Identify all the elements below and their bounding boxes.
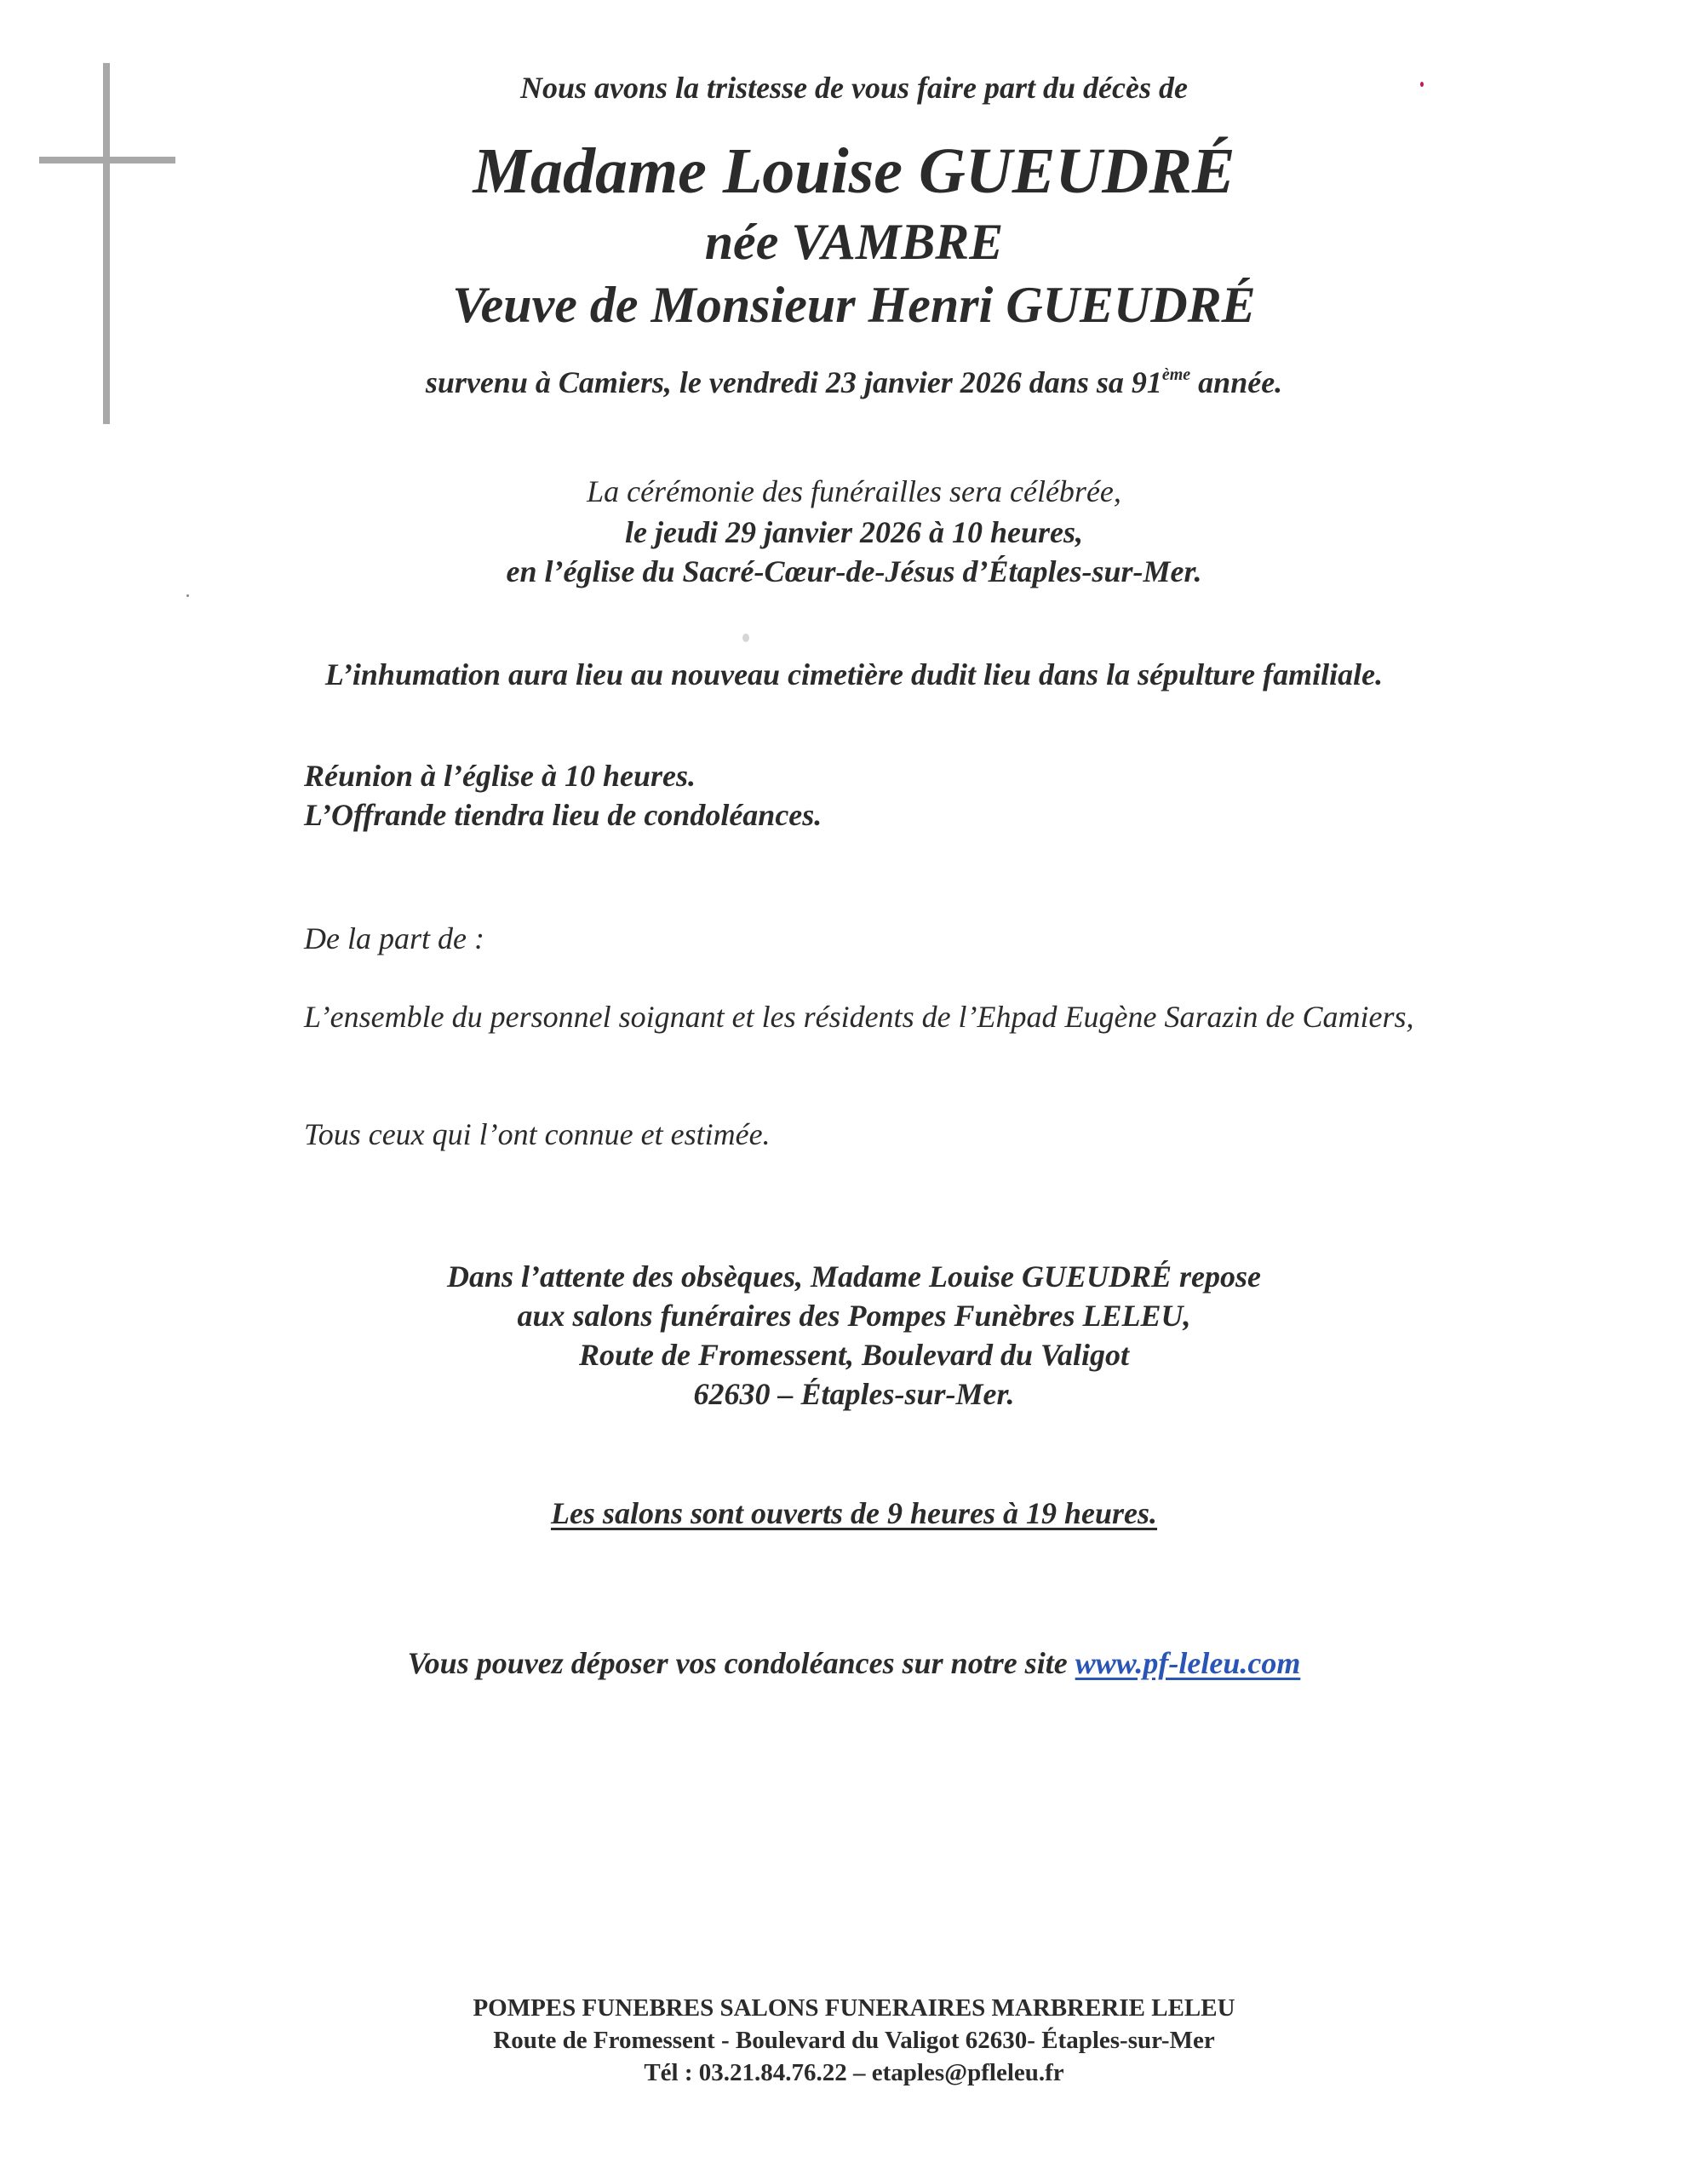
burial-text: L’inhumation aura lieu au nouveau cimetière dudit lieu dans la sépulture familiale. bbox=[324, 657, 1384, 691]
from-label: De la part de : bbox=[304, 921, 484, 955]
ordinal-suffix: ème bbox=[1161, 365, 1191, 384]
repose-line-2: aux salons funéraires des Pompes Funèbres LELEU, bbox=[517, 1299, 1191, 1333]
gathering-line-2: L’Offrande tiendra lieu de condoléances. bbox=[304, 798, 822, 832]
footer-contact: Tél : 03.21.84.76.22 – etaples@pfleleu.fr bbox=[644, 2059, 1064, 2086]
from-line-1: L’ensemble du personnel soignant et les résidents de l’Ehpad Eugène Sarazin de Camiers, bbox=[304, 1000, 1414, 1034]
gathering-line-1: Réunion à l’église à 10 heures. bbox=[304, 759, 696, 793]
intro-text: Nous avons la tristesse de vous faire part du décès de bbox=[520, 71, 1188, 105]
scan-speck bbox=[1420, 82, 1424, 87]
widow-of: Veuve de Monsieur Henri GUEUDRÉ bbox=[452, 277, 1256, 333]
scan-speck bbox=[186, 594, 189, 597]
scan-speck bbox=[742, 634, 749, 642]
maiden-name: née VAMBRE bbox=[704, 214, 1004, 270]
ceremony-line-1: La cérémonie des funérailles sera célébrée, bbox=[587, 474, 1121, 508]
ceremony-line-3: en l’église du Sacré-Cœur-de-Jésus d’Étaples-sur-Mer. bbox=[506, 554, 1202, 588]
death-notice-prefix: survenu à Camiers, le vendredi 23 janvier 2026 dans sa 91 bbox=[425, 365, 1162, 399]
opening-hours bbox=[0, 1495, 1708, 1531]
footer-address: Route de Fromessent - Boulevard du Valigot 62630- Étaples-sur-Mer bbox=[493, 2027, 1215, 2054]
repose-line-1: Dans l’attente des obsèques, Madame Louise GUEUDRÉ repose bbox=[447, 1259, 1261, 1294]
opening-hours-text: Les salons sont ouverts de 9 heures à 19 heures. bbox=[550, 1496, 1158, 1530]
from-line-2: Tous ceux qui l’ont connue et estimée. bbox=[304, 1117, 771, 1151]
death-notice bbox=[0, 364, 1708, 400]
footer-company: POMPES FUNEBRES SALONS FUNERAIRES MARBRERIE LELEU bbox=[473, 1994, 1235, 2022]
death-notice-suffix: année. bbox=[1190, 365, 1283, 399]
repose-line-3: Route de Fromessent, Boulevard du Valigot bbox=[578, 1338, 1130, 1372]
repose-line-4: 62630 – Étaples-sur-Mer. bbox=[693, 1377, 1015, 1411]
condolences bbox=[0, 1645, 1708, 1681]
condolences-text: Vous pouvez déposer vos condoléances sur notre site bbox=[407, 1646, 1075, 1680]
website-link[interactable]: www.pf-leleu.com bbox=[1075, 1646, 1301, 1680]
deceased-name: Madame Louise GUEUDRÉ bbox=[473, 135, 1235, 207]
ceremony-line-2: le jeudi 29 janvier 2026 à 10 heures, bbox=[625, 515, 1083, 549]
